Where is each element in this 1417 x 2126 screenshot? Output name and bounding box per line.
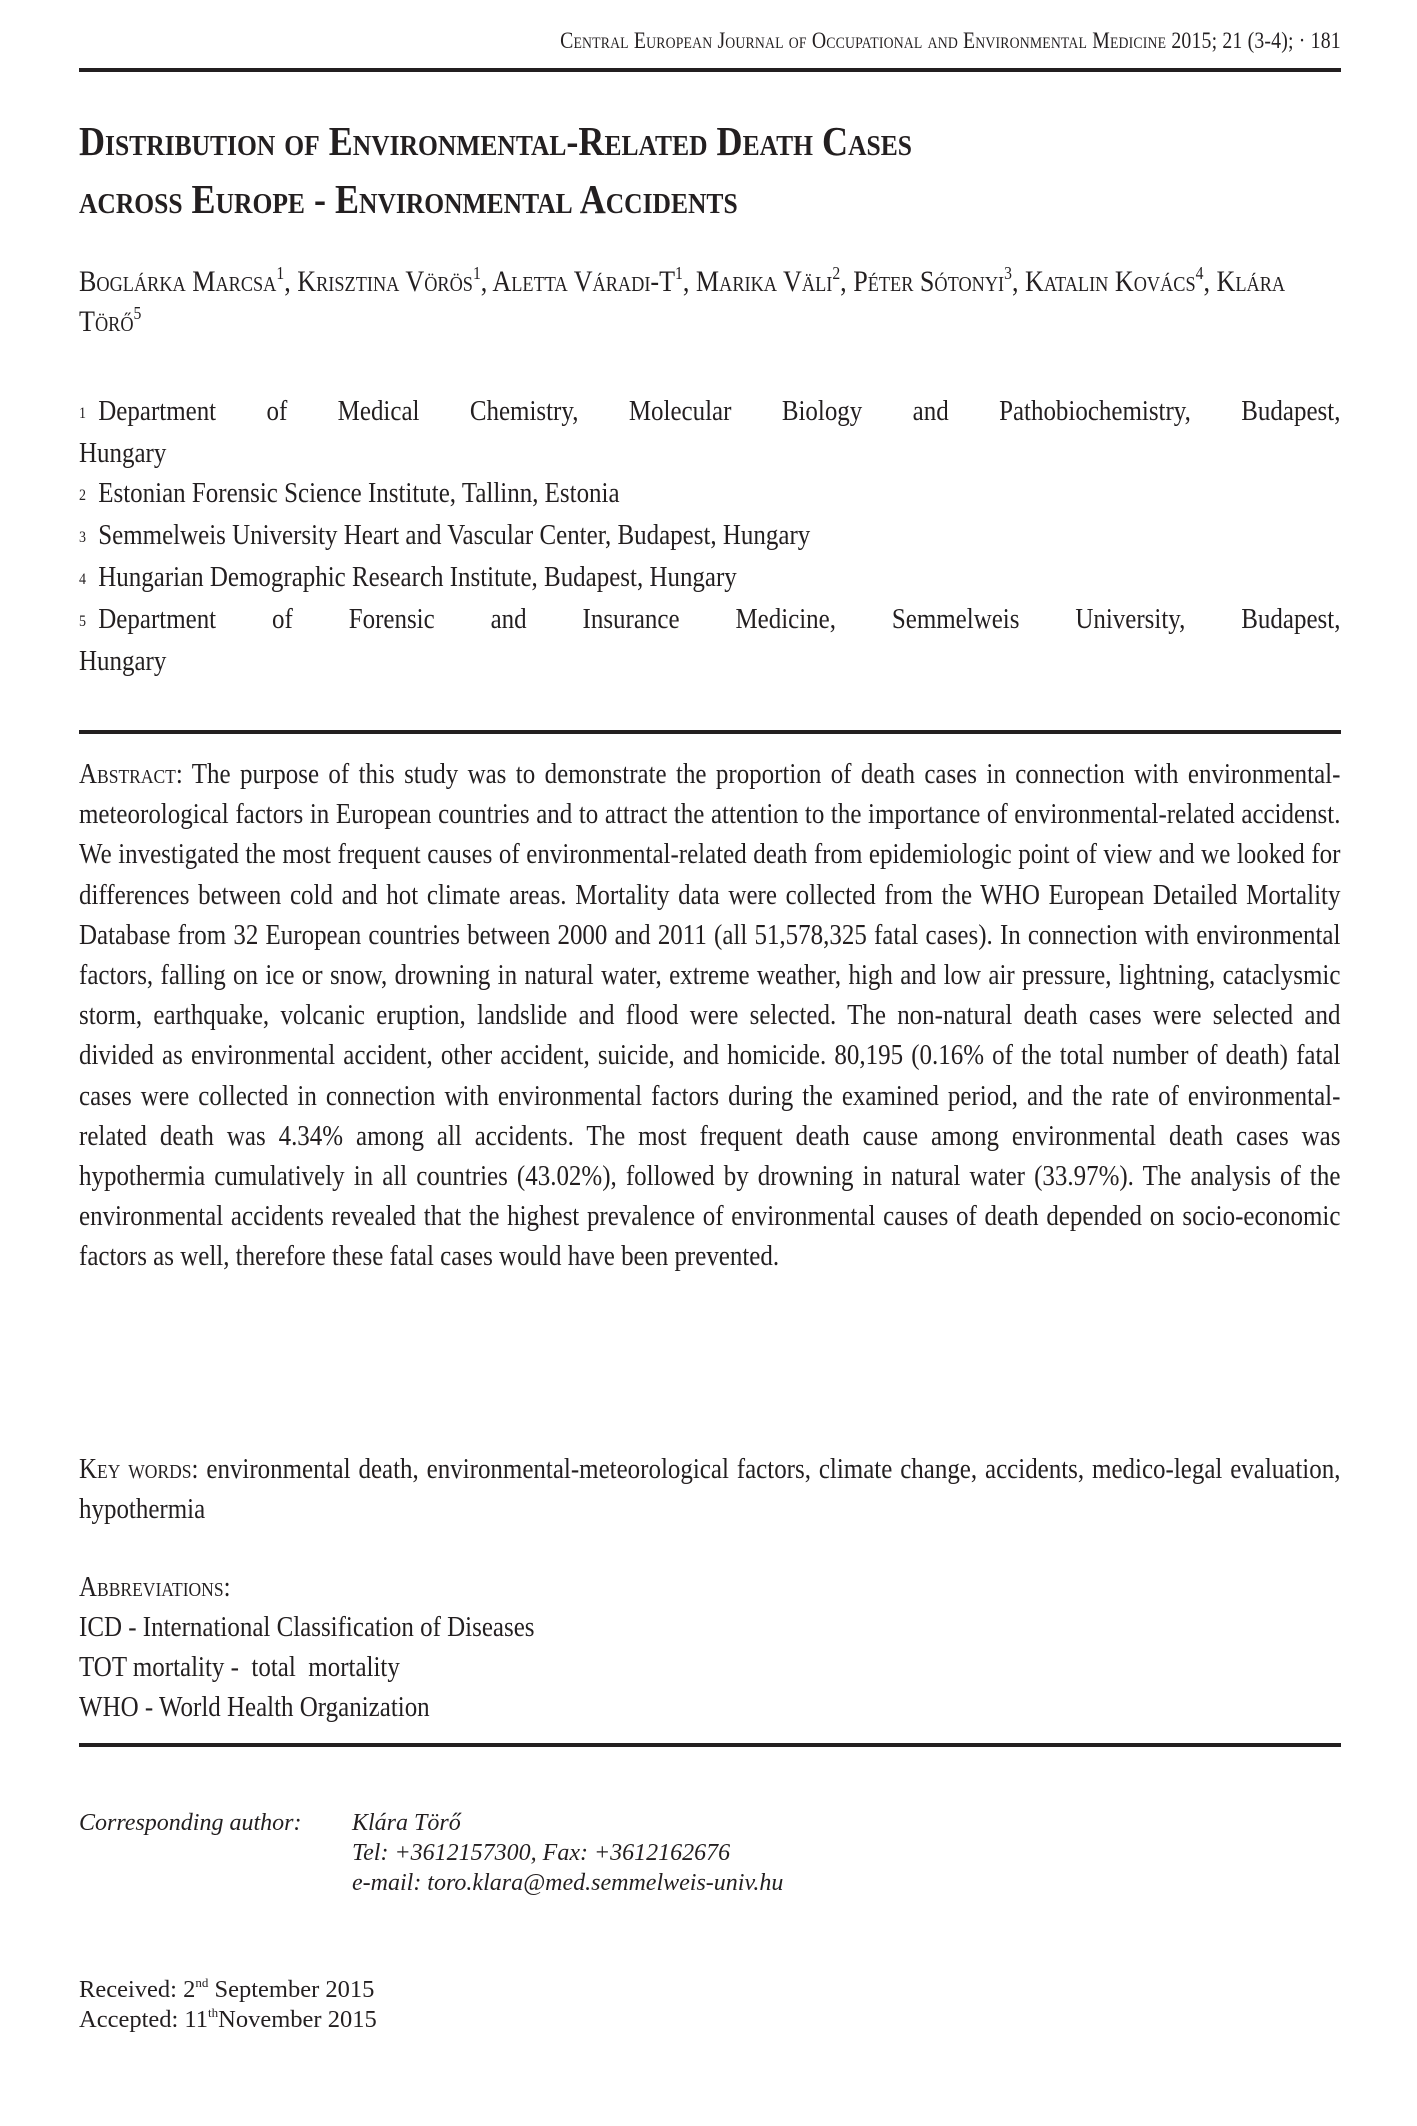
title-line-2: across Europe - Environmental Accidents: [79, 176, 738, 222]
author-affiliation-mark: 1: [472, 263, 481, 283]
author: Aletta Váradi-T: [492, 265, 676, 298]
affiliation-item: [79, 516, 1340, 558]
keywords-text: environmental death, environmental-meteorological factors, climate change, accidents, medico-legal evaluation, hypothermia: [79, 1454, 1341, 1525]
corresponding-author: [79, 1808, 783, 1898]
affiliation-text: Semmelweis University Heart and Vascular Center, Budapest, Hungary: [98, 520, 811, 551]
author-affiliation-mark: 2: [832, 263, 841, 283]
author-list: Boglárka Marcsa$^1$, Krisztina Vörös$^1$, Aletta Váradi-$T^1$, Marika Väli$^2$, Péter Sótonyi$^3$, Katalin Kovács$^4$, Klára Törő$^5$: [79, 263, 1286, 338]
affiliation-number: 2: [79, 487, 87, 504]
author-affiliation-mark: 1: [675, 263, 683, 283]
article-dates: [79, 1975, 377, 2035]
author: Krisztina Vörös: [297, 265, 473, 298]
keywords-label: Key words:: [79, 1454, 199, 1485]
keywords: [79, 1450, 1340, 1530]
running-head: Central European Journal of Occupational and Environmental Medicine 2015; 21 (3-4); · 181: [560, 28, 1341, 53]
author-affiliation-mark: 5: [133, 303, 142, 323]
affiliation-number: 4: [79, 571, 87, 588]
affiliation-list: [79, 392, 1340, 682]
title-line-1: Distribution of Environmental-Related Death Cases: [79, 118, 912, 164]
affiliation-text: Department of Medical Chemistry, Molecular Biology and Pathobiochemistry, Budapest,: [98, 396, 1341, 427]
author-affiliation-mark: 3: [1004, 263, 1012, 283]
affiliation-item: [79, 474, 1340, 516]
header-rule: [79, 68, 1341, 72]
received-date: Received: 2nd September 2015: [79, 1975, 375, 2003]
abbreviation-item: ICD - International Classification of Diseases: [79, 1612, 535, 1643]
affiliation-item: [79, 600, 1340, 642]
abstract-text: The purpose of this study was to demonstrate the proportion of death cases in connection with environmental-meteorological factors in European countries and to attract the attention to the importance of environmental-related accidenst. We investigated the most frequent causes of environmental-related death from epidemiologic point of view and we looked for differences between cold and hot climate areas. Mortality data were collected from the WHO European Detailed Mortality Database from 32 European countries between 2000 and 2011 (all 51,578,325 fatal cases). In connection with environmental factors, falling on ice or snow, drowning in natural water, extreme weather, high and low air pressure, lightning, cataclysmic storm, earthquake, volcanic eruption, landslide and flood were selected. The non-natural death cases were selected and divided as environmental accident, other accident, suicide, and homicide. 80,195 (0.16% of the total number of death) fatal cases were collected in connection with environmental factors during the examined period, and the rate of environmental-related death was 4.34% among all accidents. The most frequent death cause among environmental death cases was hypothermia cumulatively in all countries (43.02%), followed by drowning in natural water (33.97%). The analysis of the environmental accidents revealed that the highest prevalence of environmental causes of death depended on socio-economic factors as well, therefore these fatal cases would have been prevented.: [79, 759, 1341, 1273]
corresponding-email[interactable]: e-mail: toro.klara@med.semmelweis-univ.hu: [352, 1870, 784, 1896]
author: Péter Sótonyi: [853, 265, 1005, 298]
affiliation-text: Department of Forensic and Insurance Medicine, Semmelweis University, Budapest,: [98, 604, 1341, 635]
author-affiliation-mark: 1: [276, 263, 285, 283]
affiliation-number: 5: [79, 613, 87, 630]
affiliation-text: Hungarian Demographic Research Institute, Budapest, Hungary: [98, 562, 737, 593]
accepted-date: Accepted: 11thNovember 2015: [79, 2005, 377, 2033]
author: Katalin Kovács: [1025, 265, 1196, 298]
abbreviation-item: TOT mortality - total mortality: [79, 1652, 400, 1683]
author: Boglárka Marcsa: [79, 265, 277, 298]
article-title: [79, 112, 1223, 228]
abbreviations-label: Abbreviations:: [79, 1572, 231, 1603]
corresponding-name: Klára Törő: [352, 1810, 461, 1836]
affiliation-text: Estonian Forensic Science Institute, Tallinn, Estonia: [98, 478, 620, 509]
affiliation-number: 1: [79, 405, 87, 422]
author-affiliation-mark: 4: [1195, 263, 1204, 283]
affiliation-text-continued: Hungary: [79, 438, 167, 469]
affiliation-number: 3: [79, 529, 87, 546]
corresponding-phone: Tel: +3612157300, Fax: +3612162676: [352, 1840, 731, 1866]
abbreviations: [79, 1568, 955, 1728]
author: Marika Väli: [695, 265, 833, 298]
corresponding-label: Corresponding author:: [79, 1810, 302, 1836]
author: Klára Törő: [79, 265, 1286, 338]
abbreviation-item: WHO - World Health Organization: [79, 1692, 430, 1723]
abstract-label: Abstract:: [79, 759, 183, 790]
section-rule: [79, 730, 1341, 734]
affiliation-text-continued: Hungary: [79, 646, 167, 677]
affiliation-item: [79, 392, 1340, 434]
abstract: [79, 755, 1340, 1278]
affiliation-item: [79, 558, 1340, 600]
section-rule: [79, 1743, 1341, 1747]
